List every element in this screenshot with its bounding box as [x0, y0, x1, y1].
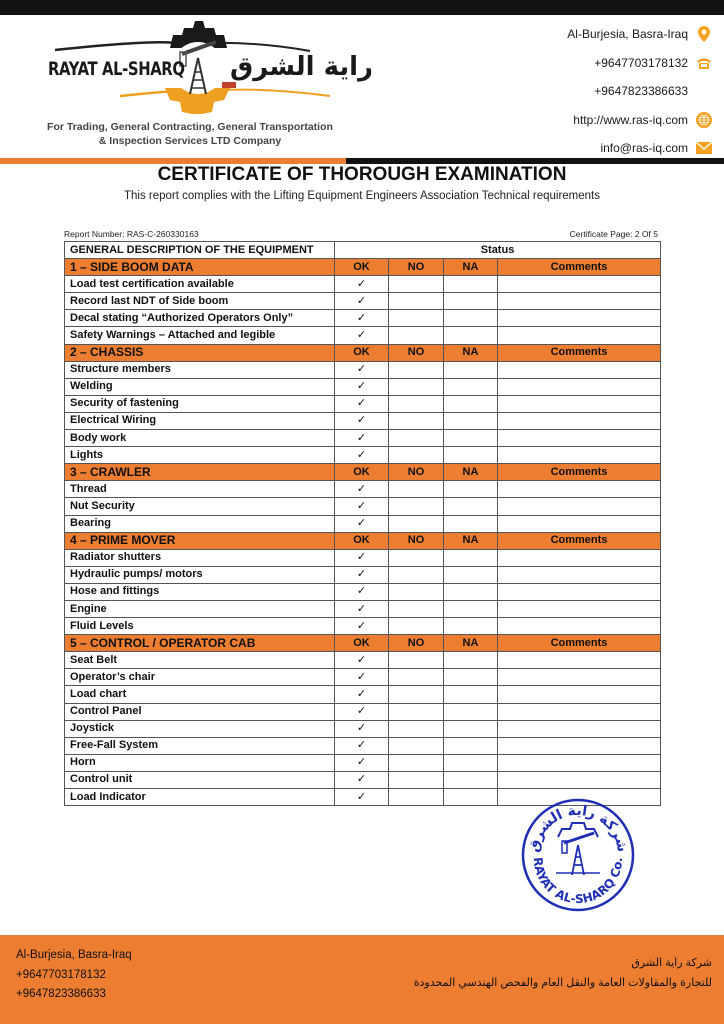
envelope-icon [696, 140, 712, 156]
column-na-header: NA [444, 259, 498, 276]
no-cell[interactable] [389, 378, 444, 395]
no-cell[interactable] [389, 498, 444, 515]
na-cell[interactable] [444, 754, 498, 771]
section-title: 4 – PRIME MOVER [65, 532, 335, 549]
no-cell[interactable] [389, 293, 444, 310]
section-header-row [65, 464, 661, 481]
header-description: GENERAL DESCRIPTION OF THE EQUIPMENT [65, 242, 335, 259]
table-row [65, 549, 661, 566]
no-cell[interactable] [389, 737, 444, 754]
item-label: Electrical Wiring [65, 412, 335, 429]
section-header-row [65, 635, 661, 652]
ok-cell[interactable]: ✓ [335, 737, 389, 754]
item-label: Structure members [65, 361, 335, 378]
table-row [65, 754, 661, 771]
na-cell[interactable] [444, 361, 498, 378]
no-cell[interactable] [389, 447, 444, 464]
column-na-header: NA [444, 464, 498, 481]
no-cell[interactable] [389, 310, 444, 327]
comments-cell[interactable] [498, 703, 661, 720]
item-label: Horn [65, 754, 335, 771]
no-cell[interactable] [389, 549, 444, 566]
item-label: Decal stating “Authorized Operators Only” [65, 310, 335, 327]
item-label: Radiator shutters [65, 549, 335, 566]
item-label: Thread [65, 481, 335, 498]
ok-cell[interactable]: ✓ [335, 395, 389, 412]
no-cell[interactable] [389, 412, 444, 429]
table-row [65, 412, 661, 429]
column-comments-header: Comments [498, 344, 661, 361]
table-row [65, 447, 661, 464]
comments-cell[interactable] [498, 412, 661, 429]
comments-cell[interactable] [498, 310, 661, 327]
no-cell[interactable] [389, 395, 444, 412]
table-row [65, 293, 661, 310]
column-comments-header: Comments [498, 464, 661, 481]
table-row [65, 430, 661, 447]
comments-cell[interactable] [498, 361, 661, 378]
phone-1-text[interactable]: +9647703178132 [594, 55, 688, 70]
no-cell[interactable] [389, 669, 444, 686]
comments-cell[interactable] [498, 515, 661, 532]
table-row [65, 669, 661, 686]
table-row [65, 327, 661, 344]
ok-cell[interactable]: ✓ [335, 293, 389, 310]
comments-cell[interactable] [498, 754, 661, 771]
na-cell[interactable] [444, 789, 498, 806]
table-row [65, 481, 661, 498]
tagline-line-2: & Inspection Services LTD Company [98, 134, 282, 147]
no-cell[interactable] [389, 652, 444, 669]
section-header-row [65, 259, 661, 276]
table-row [65, 652, 661, 669]
footer-company-ar: شركة راية الشرق [631, 957, 712, 969]
contact-info [412, 20, 712, 163]
na-cell[interactable] [444, 412, 498, 429]
ok-cell[interactable]: ✓ [335, 276, 389, 293]
svg-text:RAYAT AL-SHARQ Co.: RAYAT AL-SHARQ Co. [530, 856, 626, 907]
item-label: Operator’s chair [65, 669, 335, 686]
column-ok-header: OK [335, 532, 389, 549]
report-number: Report Number: RAS-C-260330163 [64, 229, 199, 239]
no-cell[interactable] [389, 327, 444, 344]
stamp-seal-icon [520, 797, 636, 913]
item-label: Seat Belt [65, 652, 335, 669]
column-ok-header: OK [335, 259, 389, 276]
item-label: Nut Security [65, 498, 335, 515]
ok-cell[interactable]: ✓ [335, 430, 389, 447]
no-cell[interactable] [389, 686, 444, 703]
item-label: Hydraulic pumps/ motors [65, 566, 335, 583]
table-header-row [65, 242, 661, 259]
item-label: Welding [65, 378, 335, 395]
no-cell[interactable] [389, 618, 444, 635]
company-logo [40, 18, 374, 118]
item-label: Joystick [65, 720, 335, 737]
ok-cell[interactable]: ✓ [335, 583, 389, 600]
na-cell[interactable] [444, 703, 498, 720]
na-cell[interactable] [444, 293, 498, 310]
column-no-header: NO [389, 464, 444, 481]
phone-2-text[interactable]: +9647823386633 [594, 84, 688, 99]
item-label: Load test certification available [65, 276, 335, 293]
na-cell[interactable] [444, 652, 498, 669]
ok-cell[interactable]: ✓ [335, 669, 389, 686]
comments-cell[interactable] [498, 720, 661, 737]
table-row [65, 771, 661, 788]
item-label: Lights [65, 447, 335, 464]
ok-cell[interactable]: ✓ [335, 771, 389, 788]
comments-cell[interactable] [498, 276, 661, 293]
na-cell[interactable] [444, 549, 498, 566]
ok-cell[interactable]: ✓ [335, 618, 389, 635]
table-row [65, 720, 661, 737]
table-row [65, 583, 661, 600]
na-cell[interactable] [444, 327, 498, 344]
comments-cell[interactable] [498, 618, 661, 635]
table-row [65, 395, 661, 412]
page-footer [0, 935, 724, 1024]
footer-description-ar: للتجارة والمقاولات العامة والنقل العام والفحص الهندسي المحدودة [413, 977, 712, 989]
comments-cell[interactable] [498, 447, 661, 464]
table-row [65, 600, 661, 617]
ok-cell[interactable]: ✓ [335, 515, 389, 532]
no-cell[interactable] [389, 430, 444, 447]
ok-cell[interactable]: ✓ [335, 754, 389, 771]
table-row [65, 276, 661, 293]
telephone-icon [696, 55, 712, 71]
document-title: CERTIFICATE OF THOROUGH EXAMINATION [157, 164, 567, 185]
na-cell[interactable] [444, 566, 498, 583]
comments-cell[interactable] [498, 430, 661, 447]
na-cell[interactable] [444, 481, 498, 498]
section-title: 3 – CRAWLER [65, 464, 335, 481]
na-cell[interactable] [444, 771, 498, 788]
column-ok-header: OK [335, 635, 389, 652]
na-cell[interactable] [444, 515, 498, 532]
examination-table [64, 241, 661, 806]
no-cell[interactable] [389, 515, 444, 532]
no-cell[interactable] [389, 481, 444, 498]
item-label: Security of fastening [65, 395, 335, 412]
comments-cell[interactable] [498, 549, 661, 566]
na-cell[interactable] [444, 618, 498, 635]
email-link[interactable]: info@ras-iq.com [600, 141, 688, 156]
column-no-header: NO [389, 259, 444, 276]
column-no-header: NO [389, 344, 444, 361]
top-dark-bar [0, 0, 724, 15]
no-cell[interactable] [389, 754, 444, 771]
comments-cell[interactable] [498, 737, 661, 754]
comments-cell[interactable] [498, 327, 661, 344]
column-comments-header: Comments [498, 259, 661, 276]
ok-cell[interactable]: ✓ [335, 498, 389, 515]
item-label: Load chart [65, 686, 335, 703]
contact-address [412, 20, 712, 49]
ok-cell[interactable]: ✓ [335, 720, 389, 737]
website-link[interactable]: http://www.ras-iq.com [573, 112, 688, 127]
na-cell[interactable] [444, 737, 498, 754]
section-title: 2 – CHASSIS [65, 344, 335, 361]
item-label: Record last NDT of Side boom [65, 293, 335, 310]
svg-text:شركة راية الشرق: شركة راية الشرق [525, 802, 631, 854]
document-subtitle: This report complies with the Lifting Equipment Engineers Association Technical requirements [123, 190, 600, 202]
no-cell[interactable] [389, 720, 444, 737]
column-comments-header: Comments [498, 532, 661, 549]
na-cell[interactable] [444, 310, 498, 327]
no-cell[interactable] [389, 703, 444, 720]
contact-phone-2 [412, 77, 712, 106]
ok-cell[interactable]: ✓ [335, 549, 389, 566]
comments-cell[interactable] [498, 566, 661, 583]
ok-cell[interactable]: ✓ [335, 600, 389, 617]
footer-arabic-info [414, 953, 712, 993]
ok-cell[interactable]: ✓ [335, 686, 389, 703]
no-cell[interactable] [389, 600, 444, 617]
tagline-line-1: For Trading, General Contracting, General Transportation [47, 121, 333, 133]
comments-cell[interactable] [498, 686, 661, 703]
item-label: Hose and fittings [65, 583, 335, 600]
column-ok-header: OK [335, 344, 389, 361]
certificate-page: Certificate Page: 2 Of 5 [569, 229, 658, 239]
no-cell[interactable] [389, 789, 444, 806]
na-cell[interactable] [444, 720, 498, 737]
ok-cell[interactable]: ✓ [335, 652, 389, 669]
comments-cell[interactable] [498, 481, 661, 498]
ok-cell[interactable]: ✓ [335, 378, 389, 395]
ok-cell[interactable]: ✓ [335, 412, 389, 429]
company-name-en: RAYAT AL-SHARQ [48, 58, 185, 80]
ok-cell[interactable]: ✓ [335, 447, 389, 464]
na-cell[interactable] [444, 498, 498, 515]
item-label: Load Indicator [65, 789, 335, 806]
no-cell[interactable] [389, 276, 444, 293]
comments-cell[interactable] [498, 771, 661, 788]
column-na-header: NA [444, 532, 498, 549]
comments-cell[interactable] [498, 652, 661, 669]
column-na-header: NA [444, 344, 498, 361]
section-title: 5 – CONTROL / OPERATOR CAB [65, 635, 335, 652]
table-row [65, 310, 661, 327]
column-comments-header: Comments [498, 635, 661, 652]
globe-icon [696, 112, 712, 128]
table-row [65, 566, 661, 583]
item-label: Free-Fall System [65, 737, 335, 754]
item-label: Fluid Levels [65, 618, 335, 635]
item-label: Control unit [65, 771, 335, 788]
comments-cell[interactable] [498, 293, 661, 310]
ok-cell[interactable]: ✓ [335, 481, 389, 498]
ok-cell[interactable]: ✓ [335, 789, 389, 806]
company-stamp [520, 797, 636, 913]
company-name-ar: راية الشرق [230, 52, 374, 82]
item-label: Safety Warnings – Attached and legible [65, 327, 335, 344]
footer-contacts [16, 946, 132, 1005]
header-status: Status [335, 242, 661, 259]
table-row [65, 737, 661, 754]
comments-cell[interactable] [498, 378, 661, 395]
comments-cell[interactable] [498, 583, 661, 600]
table-row [65, 361, 661, 378]
no-cell[interactable] [389, 771, 444, 788]
na-cell[interactable] [444, 378, 498, 395]
column-no-header: NO [389, 635, 444, 652]
column-no-header: NO [389, 532, 444, 549]
table-row [65, 703, 661, 720]
footer-phone-2[interactable]: +9647823386633 [16, 988, 106, 1000]
section-header-row [65, 344, 661, 361]
table-row [65, 498, 661, 515]
na-cell[interactable] [444, 430, 498, 447]
na-cell[interactable] [444, 447, 498, 464]
contact-phone-1 [412, 49, 712, 78]
table-row [65, 686, 661, 703]
comments-cell[interactable] [498, 669, 661, 686]
no-cell[interactable] [389, 583, 444, 600]
na-cell[interactable] [444, 583, 498, 600]
company-tagline [20, 121, 360, 148]
table-row [65, 378, 661, 395]
column-ok-header: OK [335, 464, 389, 481]
na-cell[interactable] [444, 669, 498, 686]
ok-cell[interactable]: ✓ [335, 310, 389, 327]
address-text: Al-Burjesia, Basra-Iraq [567, 27, 688, 42]
na-cell[interactable] [444, 600, 498, 617]
column-na-header: NA [444, 635, 498, 652]
na-cell[interactable] [444, 686, 498, 703]
ok-cell[interactable]: ✓ [335, 703, 389, 720]
comments-cell[interactable] [498, 600, 661, 617]
ok-cell[interactable]: ✓ [335, 361, 389, 378]
comments-cell[interactable] [498, 395, 661, 412]
comments-cell[interactable] [498, 498, 661, 515]
ok-cell[interactable]: ✓ [335, 327, 389, 344]
footer-address: Al-Burjesia, Basra-Iraq [16, 949, 132, 961]
location-pin-icon [696, 26, 712, 42]
na-cell[interactable] [444, 395, 498, 412]
item-label: Body work [65, 430, 335, 447]
no-cell[interactable] [389, 566, 444, 583]
item-label: Bearing [65, 515, 335, 532]
table-row [65, 618, 661, 635]
section-title: 1 – SIDE BOOM DATA [65, 259, 335, 276]
footer-phone-1[interactable]: +9647703178132 [16, 968, 106, 981]
ok-cell[interactable]: ✓ [335, 566, 389, 583]
contact-website [412, 106, 712, 135]
section-header-row [65, 532, 661, 549]
no-cell[interactable] [389, 361, 444, 378]
item-label: Engine [65, 600, 335, 617]
table-row [65, 515, 661, 532]
na-cell[interactable] [444, 276, 498, 293]
item-label: Control Panel [65, 703, 335, 720]
